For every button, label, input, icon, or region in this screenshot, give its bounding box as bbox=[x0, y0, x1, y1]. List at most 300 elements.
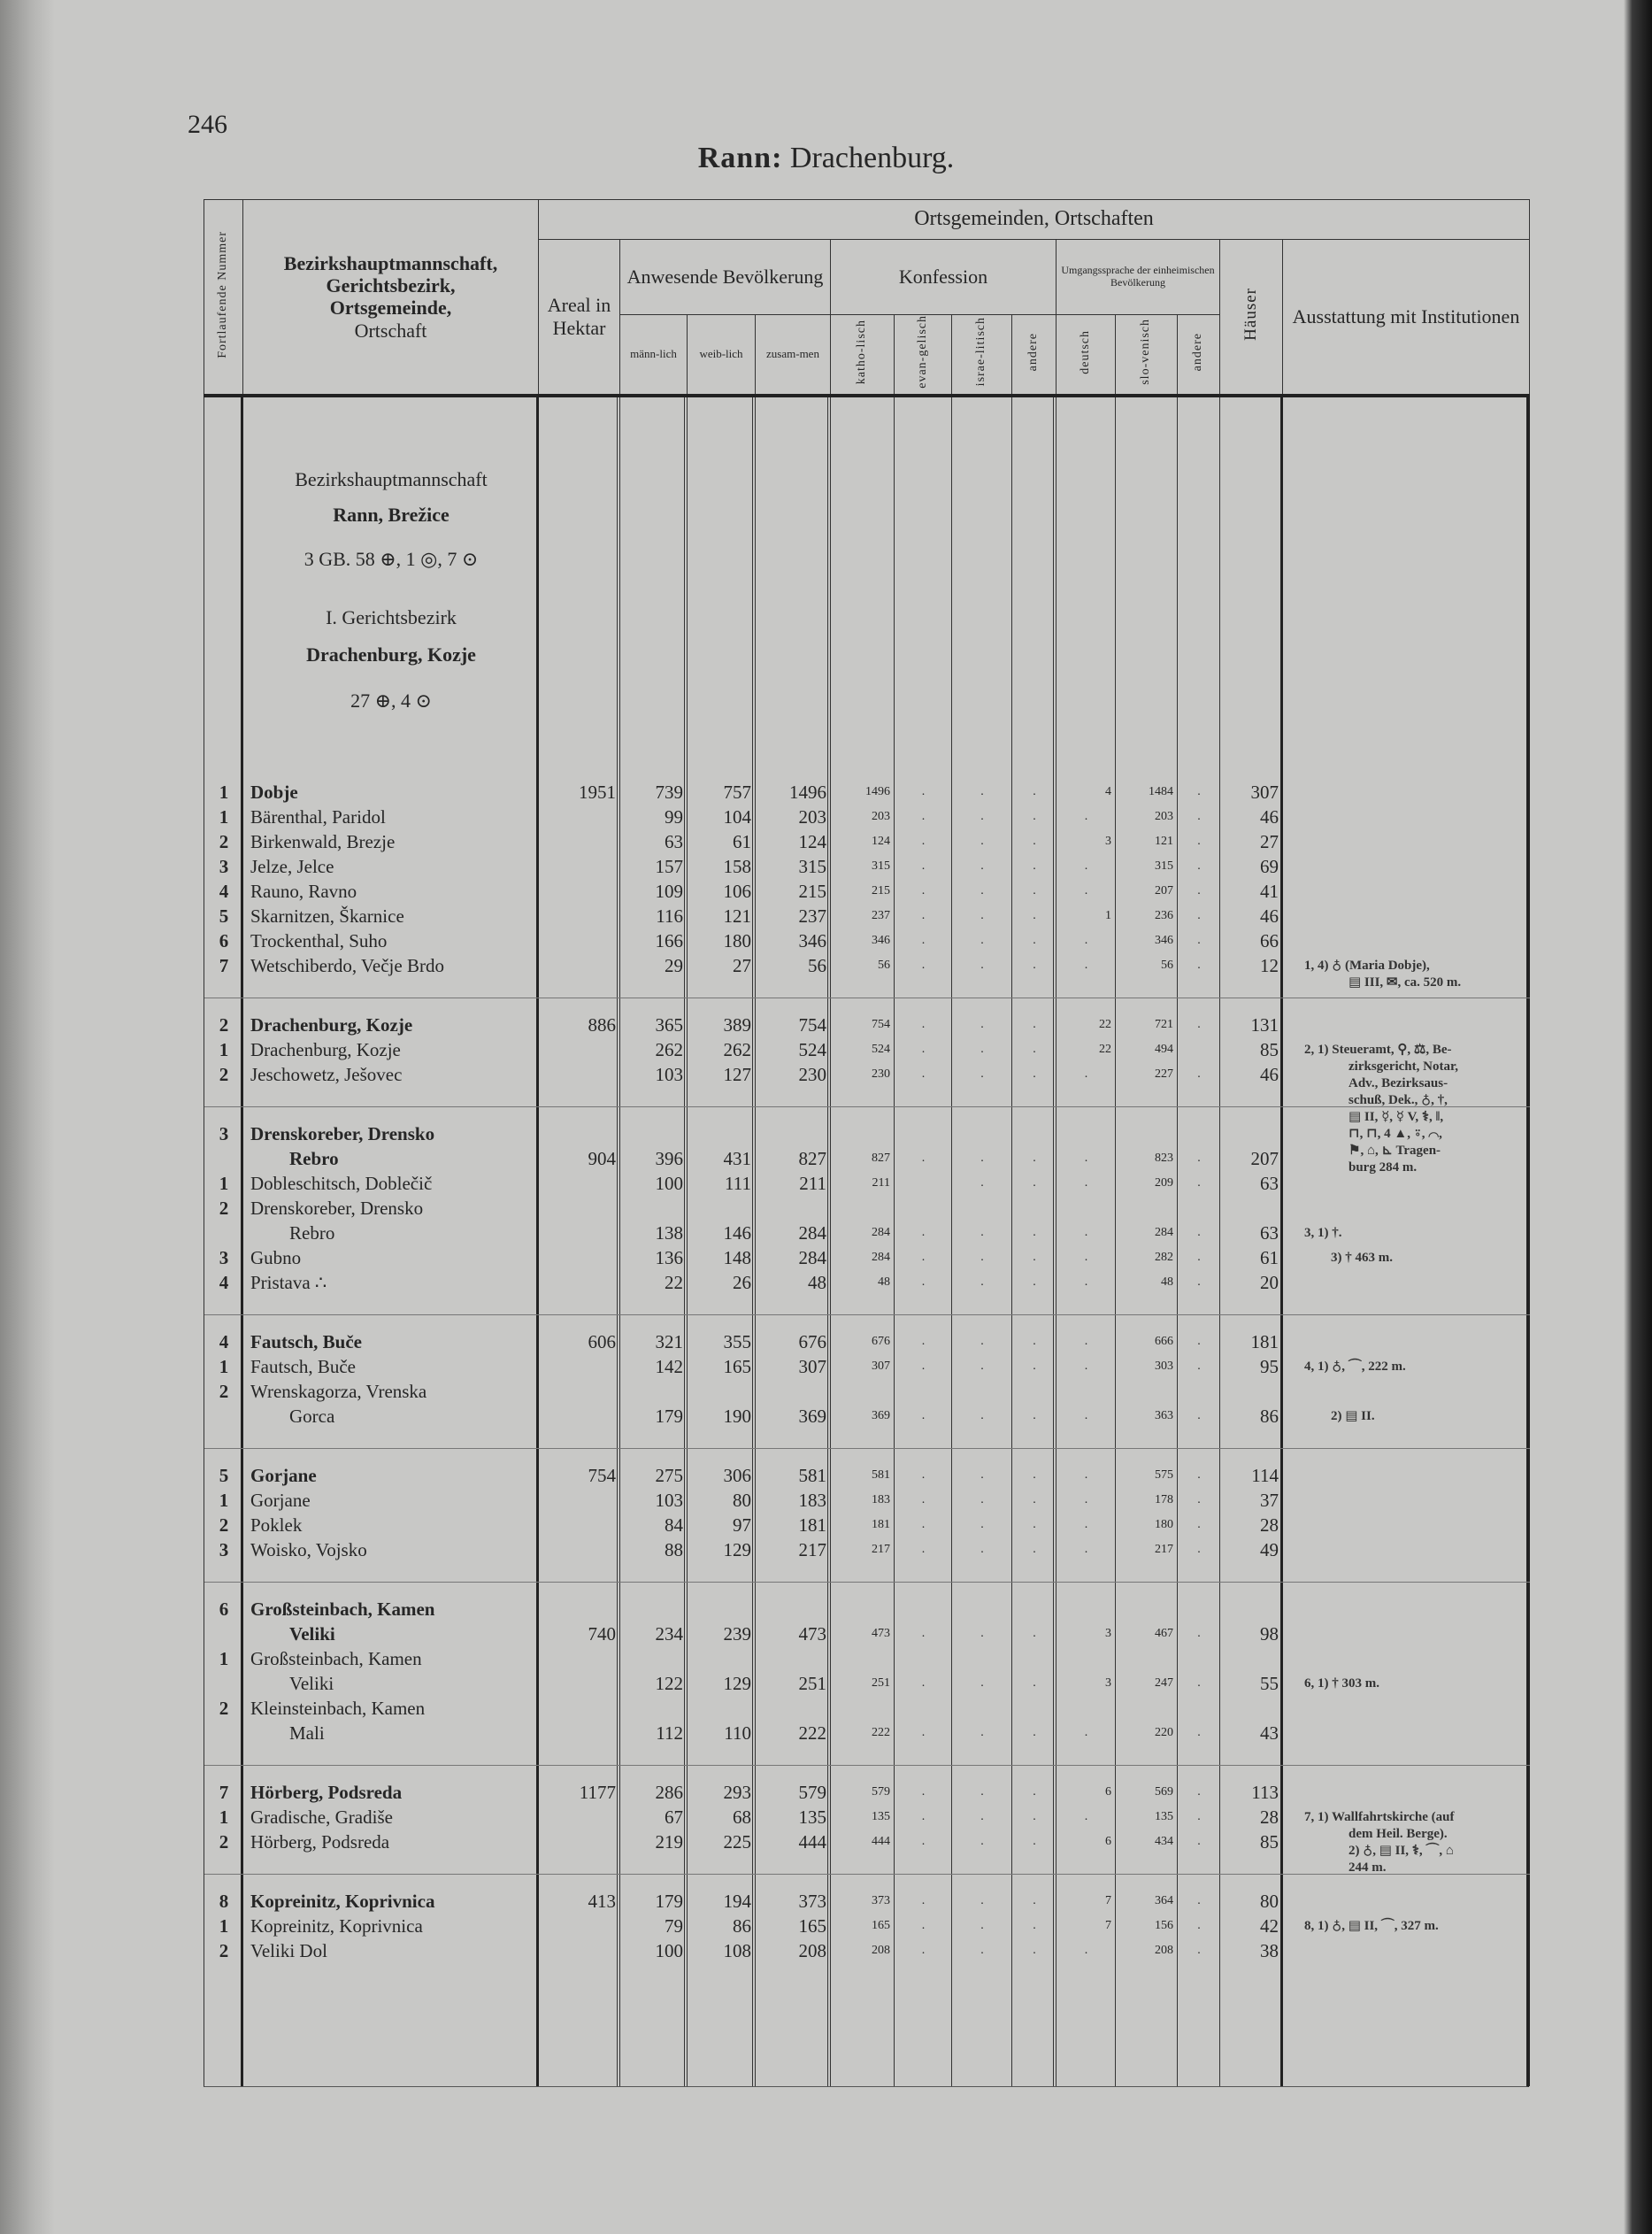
catholic-count bbox=[831, 1354, 895, 1379]
houses-count bbox=[1220, 854, 1283, 879]
institutions-note bbox=[1294, 1329, 1541, 1354]
institutions-note bbox=[1294, 854, 1541, 879]
male-count bbox=[620, 1696, 688, 1745]
row-number-text: 2 bbox=[219, 1697, 229, 1719]
header-institutions: Ausstattung mit Institutionen bbox=[1283, 240, 1530, 396]
place-name-line: Fautsch, Buče bbox=[250, 1330, 362, 1352]
german-count bbox=[1057, 1488, 1116, 1513]
other-language-count bbox=[1178, 1696, 1220, 1745]
slovene-count bbox=[1116, 1062, 1178, 1087]
institutions-line: Adv., Bezirksaus- bbox=[1348, 1075, 1448, 1090]
houses-count bbox=[1220, 1696, 1283, 1745]
israelite-count-value: . bbox=[980, 1334, 984, 1348]
male-count-value: 116 bbox=[656, 905, 683, 927]
slovene-count bbox=[1116, 1938, 1178, 1963]
male-count bbox=[620, 1488, 688, 1513]
german-count-value: 7 bbox=[1105, 1918, 1111, 1932]
row-number bbox=[204, 1121, 243, 1171]
intro-heading: Bezirkshauptmannschaft bbox=[295, 467, 488, 490]
area-hectare bbox=[539, 1196, 620, 1245]
israelite-count-value: . bbox=[980, 1725, 984, 1739]
total-count-value: 307 bbox=[798, 1355, 826, 1377]
catholic-count bbox=[831, 1379, 895, 1429]
area-hectare bbox=[539, 1830, 620, 1854]
area-hectare-value: 754 bbox=[588, 1464, 616, 1486]
catholic-count-value: 754 bbox=[872, 1017, 890, 1031]
evangelical-count-value: . bbox=[921, 1918, 926, 1932]
female-count-value: 355 bbox=[723, 1330, 751, 1352]
other-language-count bbox=[1178, 1830, 1220, 1854]
municipality-row bbox=[204, 1329, 1530, 1354]
german-count bbox=[1057, 1938, 1116, 1963]
houses-count-value: 181 bbox=[1250, 1330, 1279, 1352]
row-number-text: 2 bbox=[219, 1514, 229, 1536]
male-count bbox=[620, 1914, 688, 1938]
evangelical-count-value: . bbox=[921, 1151, 926, 1165]
catholic-count bbox=[831, 1830, 895, 1854]
houses-count bbox=[1220, 1013, 1283, 1037]
other-confession-count bbox=[1012, 1270, 1057, 1295]
other-confession-count bbox=[1012, 1889, 1057, 1914]
female-count bbox=[688, 1780, 756, 1805]
area-hectare bbox=[539, 1488, 620, 1513]
area-hectare bbox=[539, 1463, 620, 1488]
header-female: weib-lich bbox=[688, 315, 756, 396]
place-name-line: Jelze, Jelce bbox=[250, 855, 334, 877]
german-count-value: . bbox=[1084, 1408, 1088, 1422]
other-confession-count bbox=[1012, 1513, 1057, 1537]
row-number bbox=[204, 953, 243, 978]
other-confession-count-value: . bbox=[1033, 1893, 1036, 1907]
evangelical-count bbox=[895, 1037, 952, 1062]
area-hectare bbox=[539, 805, 620, 829]
place-name bbox=[243, 1270, 539, 1295]
german-count bbox=[1057, 1537, 1116, 1562]
total-count bbox=[756, 1889, 831, 1914]
header-male: männ-lich bbox=[620, 315, 688, 396]
catholic-count-value: 284 bbox=[872, 1225, 890, 1239]
german-count bbox=[1057, 1062, 1116, 1087]
row-number bbox=[204, 1780, 243, 1805]
houses-count bbox=[1220, 1914, 1283, 1938]
catholic-count-value: 251 bbox=[872, 1676, 890, 1690]
row-number bbox=[204, 879, 243, 904]
male-count bbox=[620, 1513, 688, 1537]
german-count bbox=[1057, 1830, 1116, 1854]
row-number-text: 3 bbox=[219, 855, 229, 877]
place-name bbox=[243, 829, 539, 854]
houses-count bbox=[1220, 953, 1283, 978]
place-name bbox=[243, 805, 539, 829]
israelite-count bbox=[952, 1013, 1012, 1037]
other-confession-count bbox=[1012, 1354, 1057, 1379]
israelite-count bbox=[952, 1513, 1012, 1537]
area-hectare bbox=[539, 1889, 620, 1914]
male-count-value: 179 bbox=[655, 1890, 683, 1912]
institutions-line: ⊓, ⊓, 4 ▲, ⍤, ⌒, bbox=[1348, 1126, 1442, 1141]
row-number bbox=[204, 904, 243, 928]
institutions-note bbox=[1294, 1805, 1541, 1875]
slovene-count-value: 48 bbox=[1161, 1275, 1173, 1289]
total-count-value: 754 bbox=[798, 1013, 826, 1036]
slovene-count-value: 303 bbox=[1155, 1359, 1173, 1373]
total-count bbox=[756, 805, 831, 829]
place-name bbox=[243, 1805, 539, 1830]
catholic-count-value: 1496 bbox=[865, 784, 890, 798]
israelite-count-value: . bbox=[980, 1408, 984, 1422]
evangelical-count-value: . bbox=[921, 1542, 926, 1556]
houses-count-value: 85 bbox=[1260, 1038, 1279, 1060]
israelite-count-value: . bbox=[980, 1250, 984, 1264]
israelite-count bbox=[952, 1196, 1012, 1245]
houses-count-value: 86 bbox=[1260, 1405, 1279, 1427]
israelite-count bbox=[952, 953, 1012, 978]
row-number bbox=[204, 1537, 243, 1562]
municipality-section bbox=[204, 1107, 1530, 1315]
area-hectare-value: 904 bbox=[588, 1147, 616, 1169]
male-count bbox=[620, 904, 688, 928]
israelite-count-value: . bbox=[980, 859, 984, 873]
other-confession-count bbox=[1012, 1830, 1057, 1854]
evangelical-count bbox=[895, 1245, 952, 1270]
catholic-count bbox=[831, 1463, 895, 1488]
page-right-edge bbox=[1624, 0, 1652, 2234]
german-count-value: 6 bbox=[1105, 1834, 1111, 1848]
slovene-count-value: 569 bbox=[1155, 1784, 1173, 1799]
german-count-value: 1 bbox=[1105, 908, 1111, 922]
houses-count-value: 63 bbox=[1260, 1221, 1279, 1244]
german-count-value: . bbox=[1084, 1151, 1088, 1165]
houses-count bbox=[1220, 1329, 1283, 1354]
district-intro bbox=[243, 468, 539, 713]
german-count bbox=[1057, 1354, 1116, 1379]
header-population: Anwesende Bevölkerung bbox=[620, 240, 831, 315]
other-confession-count-value: . bbox=[1033, 1151, 1036, 1165]
place-name bbox=[243, 1488, 539, 1513]
slovene-count-value: 217 bbox=[1155, 1542, 1173, 1556]
total-count bbox=[756, 1171, 831, 1196]
place-name-line: Fautsch, Buče bbox=[250, 1355, 356, 1377]
female-count-value: 27 bbox=[733, 954, 751, 976]
catholic-count-value: 473 bbox=[872, 1626, 890, 1640]
total-count bbox=[756, 1597, 831, 1646]
female-count-value: 225 bbox=[723, 1830, 751, 1853]
header-language: Umgangssprache der einheimischen Bevölkerung bbox=[1057, 240, 1220, 315]
institutions-line: 4, 1) ♁, ⌒, 222 m. bbox=[1304, 1359, 1406, 1374]
other-confession-count bbox=[1012, 829, 1057, 854]
german-count-value: 6 bbox=[1105, 1784, 1111, 1799]
row-number bbox=[204, 1805, 243, 1830]
other-confession-count bbox=[1012, 1121, 1057, 1171]
institutions-note bbox=[1294, 1488, 1541, 1513]
other-language-count-value: . bbox=[1197, 908, 1201, 922]
institutions-note bbox=[1294, 1379, 1541, 1429]
total-count bbox=[756, 1830, 831, 1854]
german-count bbox=[1057, 953, 1116, 978]
evangelical-count bbox=[895, 1013, 952, 1037]
place-name bbox=[243, 1245, 539, 1270]
houses-count bbox=[1220, 1379, 1283, 1429]
row-number-text: 6 bbox=[219, 1598, 229, 1620]
catholic-count-value: 165 bbox=[872, 1918, 890, 1932]
other-language-count-value: . bbox=[1197, 1175, 1201, 1190]
other-language-count bbox=[1178, 1889, 1220, 1914]
male-count-value: 166 bbox=[655, 929, 683, 951]
catholic-count bbox=[831, 1889, 895, 1914]
locality-row bbox=[204, 829, 1530, 854]
houses-count bbox=[1220, 829, 1283, 854]
evangelical-count bbox=[895, 1696, 952, 1745]
catholic-count bbox=[831, 1270, 895, 1295]
total-count-value: 284 bbox=[798, 1246, 826, 1268]
other-language-count bbox=[1178, 1597, 1220, 1646]
catholic-count-value: 579 bbox=[872, 1784, 890, 1799]
institutions-line: ▤ II, ☿, ☿ V, ⚕, ‖, bbox=[1348, 1109, 1444, 1124]
evangelical-count bbox=[895, 1062, 952, 1087]
houses-count bbox=[1220, 1805, 1283, 1830]
male-count-value: 103 bbox=[655, 1489, 683, 1511]
slovene-count-value: 1484 bbox=[1149, 784, 1173, 798]
slovene-count bbox=[1116, 1463, 1178, 1488]
institutions-note bbox=[1294, 1171, 1541, 1196]
municipality-section bbox=[204, 1449, 1530, 1583]
other-language-count-value: . bbox=[1197, 1250, 1201, 1264]
german-count bbox=[1057, 805, 1116, 829]
locality-row bbox=[204, 1354, 1530, 1379]
institutions-line: zirksgericht, Notar, bbox=[1348, 1059, 1458, 1074]
female-count-value: 97 bbox=[733, 1514, 751, 1536]
male-count-value: 67 bbox=[665, 1806, 683, 1828]
place-name bbox=[243, 1938, 539, 1963]
evangelical-count bbox=[895, 1354, 952, 1379]
total-count bbox=[756, 904, 831, 928]
slovene-count-value: 121 bbox=[1155, 834, 1173, 848]
other-language-count bbox=[1178, 904, 1220, 928]
houses-count-value: 63 bbox=[1260, 1172, 1279, 1194]
other-language-count bbox=[1178, 854, 1220, 879]
male-count-value: 112 bbox=[656, 1722, 683, 1744]
other-language-count bbox=[1178, 1329, 1220, 1354]
header-israelite: israe-litisch bbox=[952, 315, 1012, 396]
houses-count-value: 46 bbox=[1260, 905, 1279, 927]
houses-count bbox=[1220, 780, 1283, 805]
evangelical-count-value: . bbox=[921, 1492, 926, 1506]
statistics-table bbox=[204, 199, 1529, 2087]
institutions-note bbox=[1294, 805, 1541, 829]
other-confession-count-value: . bbox=[1033, 859, 1036, 873]
slovene-count bbox=[1116, 953, 1178, 978]
slovene-count-value: 178 bbox=[1155, 1492, 1173, 1506]
slovene-count-value: 363 bbox=[1155, 1408, 1173, 1422]
houses-count-value: 85 bbox=[1260, 1830, 1279, 1853]
female-count bbox=[688, 1463, 756, 1488]
place-name-line: Gorjane bbox=[250, 1489, 311, 1511]
other-confession-count bbox=[1012, 1780, 1057, 1805]
other-language-count bbox=[1178, 1537, 1220, 1562]
slovene-count-value: 236 bbox=[1155, 908, 1173, 922]
total-count-value: 48 bbox=[808, 1271, 826, 1293]
male-count bbox=[620, 1463, 688, 1488]
area-hectare bbox=[539, 1696, 620, 1745]
total-count bbox=[756, 1037, 831, 1062]
row-number-text: 1 bbox=[219, 1914, 229, 1937]
slovene-count bbox=[1116, 1780, 1178, 1805]
row-number bbox=[204, 805, 243, 829]
table-header bbox=[204, 199, 1530, 397]
evangelical-count bbox=[895, 1270, 952, 1295]
female-count bbox=[688, 854, 756, 879]
evangelical-count-value: . bbox=[921, 1809, 926, 1823]
place-name bbox=[243, 1597, 539, 1646]
locality-row bbox=[204, 854, 1530, 879]
german-count-value: . bbox=[1084, 1359, 1088, 1373]
houses-count-value: 207 bbox=[1250, 1147, 1279, 1169]
german-count-value: 4 bbox=[1105, 784, 1111, 798]
male-count bbox=[620, 1196, 688, 1245]
catholic-count-value: 373 bbox=[872, 1893, 890, 1907]
total-count-value: 56 bbox=[808, 954, 826, 976]
other-confession-count-value: . bbox=[1033, 1834, 1036, 1848]
other-language-count-value: . bbox=[1197, 1359, 1201, 1373]
evangelical-count-value: . bbox=[921, 908, 926, 922]
other-language-count-value: . bbox=[1197, 809, 1201, 823]
catholic-count-value: 211 bbox=[872, 1175, 890, 1190]
place-name-line: Gubno bbox=[250, 1246, 302, 1268]
other-language-count-value: . bbox=[1197, 1893, 1201, 1907]
houses-count bbox=[1220, 805, 1283, 829]
male-count bbox=[620, 1780, 688, 1805]
houses-count bbox=[1220, 1889, 1283, 1914]
houses-count bbox=[1220, 1780, 1283, 1805]
row-number bbox=[204, 1830, 243, 1854]
locality-row bbox=[204, 1270, 1530, 1295]
catholic-count bbox=[831, 1013, 895, 1037]
institutions-line: 8, 1) ♁, ▤ II, ⌒, 327 m. bbox=[1304, 1918, 1439, 1933]
german-count bbox=[1057, 1270, 1116, 1295]
other-confession-count bbox=[1012, 1696, 1057, 1745]
evangelical-count-value: . bbox=[921, 1834, 926, 1848]
israelite-count bbox=[952, 1914, 1012, 1938]
other-confession-count bbox=[1012, 1488, 1057, 1513]
houses-count-value: 66 bbox=[1260, 929, 1279, 951]
row-number-text: 1 bbox=[219, 1806, 229, 1828]
locality-row bbox=[204, 1379, 1530, 1429]
german-count bbox=[1057, 1196, 1116, 1245]
evangelical-count bbox=[895, 1513, 952, 1537]
place-name-line: Skarnitzen, Škarnice bbox=[250, 905, 404, 927]
israelite-count bbox=[952, 1830, 1012, 1854]
houses-count-value: 307 bbox=[1250, 781, 1279, 803]
other-language-count bbox=[1178, 1513, 1220, 1537]
place-name-line: Drenskoreber, Drensko bbox=[250, 1197, 424, 1219]
other-language-count bbox=[1178, 1270, 1220, 1295]
male-count bbox=[620, 1062, 688, 1087]
institutions-note bbox=[1294, 829, 1541, 854]
evangelical-count bbox=[895, 879, 952, 904]
female-count bbox=[688, 1805, 756, 1830]
male-count bbox=[620, 1037, 688, 1062]
catholic-count-value: 444 bbox=[872, 1834, 890, 1848]
slovene-count-value: 156 bbox=[1155, 1918, 1173, 1932]
total-count-value: 203 bbox=[798, 805, 826, 828]
total-count bbox=[756, 1646, 831, 1696]
israelite-count-value: . bbox=[980, 809, 984, 823]
total-count-value: 211 bbox=[799, 1172, 826, 1194]
place-name bbox=[243, 1354, 539, 1379]
place-name-line: Rebro bbox=[289, 1147, 339, 1169]
german-count-value: . bbox=[1084, 1542, 1088, 1556]
institutions-note bbox=[1294, 904, 1541, 928]
israelite-count bbox=[952, 1379, 1012, 1429]
catholic-count-value: 676 bbox=[872, 1334, 890, 1348]
female-count bbox=[688, 1196, 756, 1245]
slovene-count-value: 666 bbox=[1155, 1334, 1173, 1348]
total-count bbox=[756, 1914, 831, 1938]
german-count-value: . bbox=[1084, 1809, 1088, 1823]
female-count-value: 26 bbox=[733, 1271, 751, 1293]
catholic-count-value: 135 bbox=[872, 1809, 890, 1823]
german-count-value: . bbox=[1084, 1275, 1088, 1289]
municipality-section bbox=[204, 1766, 1530, 1875]
evangelical-count-value: . bbox=[921, 1517, 926, 1531]
locality-row bbox=[204, 1513, 1530, 1537]
evangelical-count-value: . bbox=[921, 1250, 926, 1264]
male-count-value: 136 bbox=[655, 1246, 683, 1268]
evangelical-count-value: . bbox=[921, 958, 926, 972]
female-count-value: 104 bbox=[723, 805, 751, 828]
male-count-value: 179 bbox=[655, 1405, 683, 1427]
total-count bbox=[756, 1780, 831, 1805]
evangelical-count bbox=[895, 1938, 952, 1963]
german-count-value: 3 bbox=[1105, 1626, 1111, 1640]
locality-row bbox=[204, 1830, 1530, 1854]
other-confession-count-value: . bbox=[1033, 1175, 1036, 1190]
intro-summary: 3 GB. 58 ⊕, 1 ◎, 7 ⊙ bbox=[304, 547, 479, 570]
row-number bbox=[204, 1329, 243, 1354]
evangelical-count-value: . bbox=[921, 1225, 926, 1239]
area-hectare bbox=[539, 904, 620, 928]
total-count bbox=[756, 1379, 831, 1429]
row-number bbox=[204, 1463, 243, 1488]
evangelical-count bbox=[895, 928, 952, 953]
other-confession-count-value: . bbox=[1033, 1542, 1036, 1556]
place-name bbox=[243, 1830, 539, 1854]
row-number bbox=[204, 1889, 243, 1914]
row-number-text: 4 bbox=[219, 1271, 229, 1293]
total-count-value: 579 bbox=[798, 1781, 826, 1803]
area-hectare bbox=[539, 1780, 620, 1805]
other-language-count bbox=[1178, 928, 1220, 953]
male-count-value: 142 bbox=[655, 1355, 683, 1377]
female-count-value: 61 bbox=[733, 830, 751, 852]
row-number-text: 3 bbox=[219, 1246, 229, 1268]
total-count-value: 135 bbox=[798, 1806, 826, 1828]
institutions-line: 2, 1) Steueramt, ⚲, ⚖, Be- bbox=[1304, 1042, 1452, 1057]
evangelical-count-value: . bbox=[921, 1067, 926, 1081]
israelite-count bbox=[952, 1245, 1012, 1270]
houses-count bbox=[1220, 1646, 1283, 1696]
intro-court-summary: 27 ⊕, 4 ⊙ bbox=[350, 689, 432, 712]
institutions-text bbox=[1304, 1918, 1533, 1935]
place-name bbox=[243, 1379, 539, 1429]
evangelical-count bbox=[895, 1597, 952, 1646]
houses-count bbox=[1220, 1597, 1283, 1646]
catholic-count bbox=[831, 780, 895, 805]
slovene-count bbox=[1116, 1245, 1178, 1270]
row-number-text: 2 bbox=[219, 1939, 229, 1961]
catholic-count bbox=[831, 1121, 895, 1171]
female-count bbox=[688, 953, 756, 978]
